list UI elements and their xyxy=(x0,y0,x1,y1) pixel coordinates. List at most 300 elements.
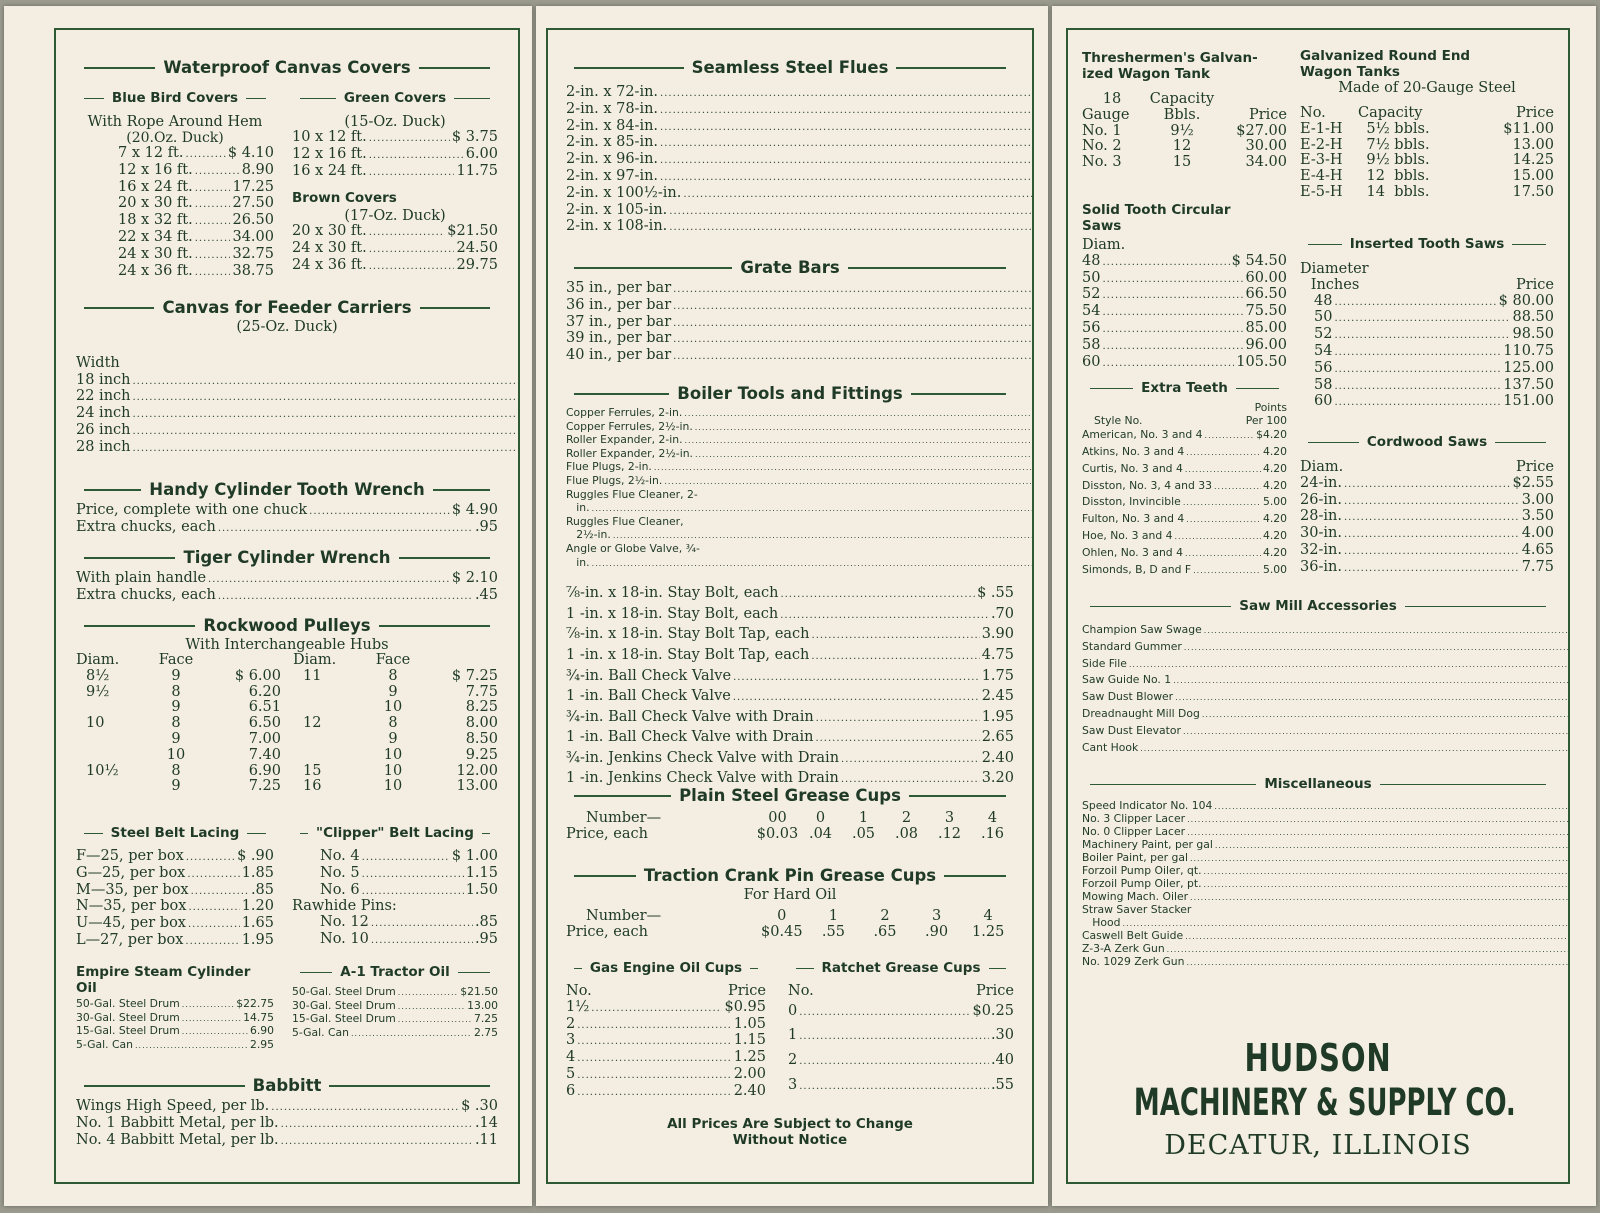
rawhide-label: Rawhide Pins: xyxy=(292,898,397,915)
cell xyxy=(76,748,146,764)
price-row xyxy=(566,605,1014,626)
item-price: 3.20 xyxy=(981,770,1014,787)
subtitle: (17-Oz. Duck) xyxy=(344,208,446,225)
item-label: 30-Gal. Steel Drum xyxy=(292,998,396,1012)
section-title: Miscellaneous xyxy=(1082,776,1554,792)
pulley-row xyxy=(76,716,281,732)
item-price: 4.20 xyxy=(1262,461,1287,475)
item-label: G—25, per box xyxy=(76,864,186,881)
item-price: 4.20 xyxy=(1262,512,1287,526)
price-row xyxy=(292,866,498,883)
cell: 1 xyxy=(858,810,869,826)
item-label: Straw Saver Stacker xyxy=(1082,903,1192,916)
notice-line: All Prices Are Subject to Change xyxy=(667,1116,913,1132)
pulley-row xyxy=(293,732,498,748)
item-price: $ .30 xyxy=(461,1098,498,1114)
item-label: Machinery Paint, per gal xyxy=(1082,838,1213,851)
section-title: Rockwood Pulleys xyxy=(76,616,498,635)
pulley-row xyxy=(293,669,498,685)
item-label: 2-in. x 84-in. xyxy=(566,117,659,134)
item-price: 4.65 xyxy=(1521,541,1554,558)
price-row xyxy=(1300,378,1554,395)
cell xyxy=(293,700,363,716)
handy-wrench xyxy=(76,480,498,537)
price-row xyxy=(566,502,1034,516)
subsection-title: Wagon Tanks xyxy=(1300,64,1400,80)
item-label: 54 xyxy=(1082,303,1101,320)
row-label: Price, each xyxy=(566,923,648,940)
price-row xyxy=(566,646,1014,667)
item-price: $0.25 xyxy=(972,1002,1014,1019)
item-label: 15-Gal. Steel Drum xyxy=(76,1024,180,1038)
cell: $0.03 xyxy=(756,825,799,842)
cell: 9 xyxy=(171,730,181,747)
item-label: With plain handle xyxy=(76,570,207,586)
item-price: .40 xyxy=(990,1051,1014,1068)
pulley-row xyxy=(76,685,281,701)
item-price: 105.50 xyxy=(1236,353,1287,370)
tank-table xyxy=(1300,122,1554,201)
item-price: $ .55 xyxy=(977,585,1014,602)
item-price: 1.95 xyxy=(981,708,1014,725)
item-price: 96.00 xyxy=(1245,336,1287,353)
cell: $ 7.25 xyxy=(451,667,498,684)
cell: 9 xyxy=(388,683,398,700)
item-price: 1.20 xyxy=(241,898,274,915)
cell: 9½ xyxy=(86,683,110,700)
subsection-title: ized Wagon Tank xyxy=(1082,66,1210,82)
cell: No. 3 xyxy=(1082,154,1122,171)
price-row xyxy=(1082,740,1570,757)
price-row xyxy=(566,298,1034,315)
item-label: 56 xyxy=(1082,319,1101,336)
price-row xyxy=(292,258,498,275)
price-row xyxy=(76,440,520,457)
cell: 9.25 xyxy=(465,746,498,763)
price-list xyxy=(566,584,1014,790)
cell: 7.40 xyxy=(248,746,281,763)
item-price: .85 xyxy=(250,881,274,898)
grease-row xyxy=(566,925,1014,941)
price-row xyxy=(76,1116,498,1133)
item-label: 10 x 12 ft. xyxy=(292,129,367,145)
item-price: $ 3.75 xyxy=(451,129,498,145)
item-label: 24-in. xyxy=(1300,474,1342,491)
item-label: 2½-in. xyxy=(566,528,611,542)
tank-row xyxy=(1082,124,1287,140)
boiler-tools xyxy=(566,384,1014,790)
pulley-row xyxy=(293,748,498,764)
price-list xyxy=(566,85,1034,243)
item-label: Hoe, No. 3 and 4 xyxy=(1082,528,1173,542)
price-row xyxy=(1300,327,1554,344)
cell: .90 xyxy=(925,923,949,940)
price-row xyxy=(1082,528,1287,545)
subtitle: Made of 20-Gauge Steel xyxy=(1338,80,1516,96)
price-row xyxy=(76,849,274,866)
left-panel-frame xyxy=(54,28,520,1184)
item-label: 2 xyxy=(788,1051,798,1068)
price-row xyxy=(76,916,274,933)
item-label: Forzoil Pump Oiler, qt. xyxy=(1082,864,1202,877)
price-row xyxy=(76,899,274,916)
item-price: 1.95 xyxy=(241,931,274,948)
pulley-row xyxy=(293,779,498,795)
item-label: 1 xyxy=(788,1027,798,1044)
item-label: Side File xyxy=(1082,656,1127,670)
price-list xyxy=(76,998,274,1052)
item-price: $ 80.00 xyxy=(1498,292,1554,309)
item-label: No. 4 Babbitt Metal, per lb. xyxy=(76,1131,279,1148)
grease-row xyxy=(566,827,1014,843)
item-label: 16 x 24 ft. xyxy=(292,162,367,179)
price-row xyxy=(76,588,498,605)
cell: 12.00 xyxy=(456,762,498,779)
subsection-title: Blue Bird Covers xyxy=(76,90,274,106)
item-price: 4.20 xyxy=(1262,444,1287,458)
item-label: in. xyxy=(566,555,590,569)
item-label: 39 in., per bar xyxy=(566,330,672,347)
item-label: No. 12 xyxy=(320,914,369,931)
price-row xyxy=(566,135,1034,152)
feeder-carriers xyxy=(76,298,498,457)
price-row xyxy=(1082,271,1287,288)
col-header: Diam. xyxy=(293,652,337,668)
item-price: 1.50 xyxy=(465,881,498,898)
cell: E-2-H xyxy=(1300,136,1343,153)
item-price: 6.00 xyxy=(465,145,498,162)
price-list xyxy=(1082,800,1570,969)
price-row xyxy=(566,85,1034,102)
price-row xyxy=(76,146,274,163)
item-price: $21.50 xyxy=(460,985,498,998)
price-row xyxy=(1082,444,1287,461)
price-row xyxy=(292,1000,498,1014)
item-label: Saw Dust Elevator xyxy=(1082,723,1181,737)
section-title: Waterproof Canvas Covers xyxy=(76,58,498,77)
cell: 12 bbls. xyxy=(1366,168,1430,185)
item-price: 1.05 xyxy=(733,1015,766,1032)
cell: .04 xyxy=(808,825,833,842)
price-row xyxy=(566,708,1014,729)
item-label: American, No. 3 and 4 xyxy=(1082,428,1203,442)
item-price: 6.90 xyxy=(249,1024,274,1038)
cell: 1 xyxy=(828,908,838,924)
green-covers xyxy=(292,90,498,275)
pulley-table xyxy=(293,653,498,795)
price-row xyxy=(76,373,520,390)
price-row xyxy=(292,1013,498,1027)
price-row xyxy=(1082,672,1570,689)
cell: 15 xyxy=(303,762,322,779)
cell: E-3-H xyxy=(1300,152,1343,169)
cell: 10 xyxy=(166,746,186,763)
item-label: Flue Plugs, 2½-in. xyxy=(566,473,663,487)
cell: 10 xyxy=(383,699,403,716)
ratchet-grease-cups: Ratchet Grease Cups No. Price 0 ..... $0.25 1 ..... .30 2 ..... .40 3 ..... .55 xyxy=(788,960,1014,1098)
item-label: 22 x 34 ft. xyxy=(118,228,193,245)
middle-panel xyxy=(536,6,1048,1206)
item-label: 28 inch xyxy=(76,438,131,455)
item-label: 2-in. x 100½-in. xyxy=(566,184,682,201)
item-price: .95 xyxy=(474,518,498,535)
item-price: $4.20 xyxy=(1256,428,1287,442)
subsection-title: Ratchet Grease Cups xyxy=(788,960,1014,976)
col-header: Width xyxy=(76,355,120,371)
item-label: Speed Indicator No. 104 xyxy=(1082,799,1213,812)
cell: 12 xyxy=(303,715,322,732)
price-row xyxy=(1082,478,1287,495)
item-price: $ 4.90 xyxy=(451,502,498,518)
cell: E-4-H xyxy=(1300,168,1343,185)
item-label: N—35, per box xyxy=(76,898,187,915)
subsection-title: Inserted Tooth Saws xyxy=(1300,236,1554,252)
pulley-row xyxy=(76,748,281,764)
item-label: 4 xyxy=(566,1049,576,1066)
item-label: No. 1029 Zerk Gun xyxy=(1082,955,1185,968)
price-list xyxy=(1082,427,1287,578)
pulley-row xyxy=(293,700,498,716)
item-price: .11 xyxy=(474,1131,498,1148)
item-price: 4.20 xyxy=(1262,478,1287,492)
price-row xyxy=(1300,509,1554,526)
item-label: 1½ xyxy=(566,998,590,1015)
price-row xyxy=(292,849,498,866)
cell: 8 xyxy=(171,715,181,732)
price-list xyxy=(1082,254,1287,372)
item-label: U—45, per box xyxy=(76,915,186,932)
cell: 3 xyxy=(944,810,955,826)
price-list xyxy=(292,986,498,1040)
cell: $27.00 xyxy=(1236,122,1287,139)
cell: 34.00 xyxy=(1245,154,1287,171)
cell: 10 xyxy=(383,762,403,779)
blue-bird-covers xyxy=(76,90,274,280)
cell: 9 xyxy=(388,730,398,747)
cell: .55 xyxy=(821,923,845,940)
section-title: Saw Mill Accessories xyxy=(1082,598,1554,614)
price-row xyxy=(76,406,520,423)
item-price: 1.15 xyxy=(733,1032,766,1049)
cell: 6.90 xyxy=(248,762,281,779)
price-row xyxy=(1082,639,1570,656)
price-row xyxy=(76,423,520,440)
price-row xyxy=(566,331,1034,348)
item-label: L—27, per box xyxy=(76,931,184,948)
section-title: Grate Bars xyxy=(566,258,1014,277)
item-label: 3 xyxy=(788,1076,798,1093)
tank-row xyxy=(1300,138,1554,154)
item-price: 34.00 xyxy=(232,228,274,245)
cell: .12 xyxy=(937,825,962,842)
price-row xyxy=(1082,562,1287,579)
item-price: $ 54.50 xyxy=(1231,252,1287,269)
item-label: Flue Plugs, 2-in. xyxy=(566,460,652,474)
item-label: 24 x 30 ft. xyxy=(118,245,193,262)
cell: 8.25 xyxy=(465,699,498,716)
price-row xyxy=(1082,956,1570,969)
item-label: 16 x 24 ft. xyxy=(118,178,193,195)
price-row xyxy=(76,1012,274,1026)
item-label: 12 x 16 ft. xyxy=(292,145,367,162)
item-price: $ 4.10 xyxy=(227,145,274,161)
cell: 7.00 xyxy=(248,730,281,747)
gas-engine-oil-cups: Gas Engine Oil Cups No. Price 1½ ..... $0.95 2 ..... 1.05 3 ..... 1.15 4 ..... 1.25 5 ..... 2.00 6 ..... 2.40 xyxy=(566,960,766,1101)
price-row xyxy=(566,728,1014,749)
item-price: 29.75 xyxy=(456,256,498,273)
cell: 2 xyxy=(901,810,912,826)
subtitle: With Interchangeable Hubs xyxy=(185,637,389,653)
price-list xyxy=(76,1099,498,1149)
section-title: Traction Crank Pin Grease Cups xyxy=(566,866,1014,885)
item-label: 50-Gal. Steel Drum xyxy=(76,997,180,1010)
price-list xyxy=(76,571,498,605)
item-label: Curtis, No. 3 and 4 xyxy=(1082,461,1183,475)
cell: 13.00 xyxy=(1512,136,1554,153)
cell: 14 bbls. xyxy=(1366,183,1430,200)
price-row xyxy=(1082,511,1287,528)
item-label: 22 inch xyxy=(76,388,131,405)
price-row xyxy=(1082,321,1287,338)
cell: 10 xyxy=(86,715,105,732)
row-label: Price, each xyxy=(566,825,648,842)
item-label: 20 x 30 ft. xyxy=(118,195,193,212)
cell: 1.25 xyxy=(972,923,1005,940)
price-row xyxy=(76,1099,498,1116)
price-row xyxy=(76,866,274,883)
price-notice xyxy=(566,1116,1014,1148)
item-label: 52 xyxy=(1082,286,1101,303)
price-row xyxy=(566,516,1034,530)
subtitle: With Rope Around Hem xyxy=(87,114,263,130)
item-label: 7 x 12 ft. xyxy=(118,145,184,161)
item-price: $0.95 xyxy=(724,998,766,1015)
cell: 5½ bbls. xyxy=(1366,120,1430,137)
subsection-title: A-1 Tractor Oil xyxy=(292,964,498,980)
price-row xyxy=(566,348,1034,365)
item-price: 38.75 xyxy=(232,262,274,279)
item-price: 2.40 xyxy=(733,1082,766,1099)
cell: 7½ bbls. xyxy=(1366,136,1430,153)
price-list xyxy=(566,407,1034,570)
price-row xyxy=(292,224,498,241)
cell: 4 xyxy=(987,810,998,826)
cell: 17.50 xyxy=(1512,183,1554,200)
item-label: 36-in. xyxy=(1300,558,1342,575)
cell: 10 xyxy=(383,778,403,795)
item-label: 54 xyxy=(1314,342,1333,359)
price-row xyxy=(292,130,498,147)
cell xyxy=(76,779,146,795)
item-label: 1 -in. Ball Check Valve with Drain xyxy=(566,729,814,746)
price-list xyxy=(292,224,498,274)
item-price: 2.40 xyxy=(981,749,1014,766)
subtitle: For Hard Oil xyxy=(743,887,837,903)
item-price: 2.45 xyxy=(981,688,1014,705)
left-panel xyxy=(4,6,532,1206)
item-price: 137.50 xyxy=(1503,376,1554,393)
cell: 6.50 xyxy=(248,715,281,732)
price-row xyxy=(76,503,498,520)
item-price: 98.50 xyxy=(1512,326,1554,343)
item-label: Mowing Mach. Oiler xyxy=(1082,890,1189,903)
cell xyxy=(293,748,363,764)
cell: $ 6.00 xyxy=(234,667,281,684)
price-list xyxy=(76,373,520,457)
price-row xyxy=(566,1017,766,1034)
item-label: 26 inch xyxy=(76,421,131,438)
price-row xyxy=(1082,545,1287,562)
item-price: 27.50 xyxy=(232,195,274,212)
item-label: Z-3-A Zerk Gun xyxy=(1082,942,1165,955)
price-row xyxy=(566,169,1034,186)
pulley-row xyxy=(293,685,498,701)
price-list xyxy=(292,915,498,949)
price-row xyxy=(76,933,274,950)
item-price: 66.50 xyxy=(1245,286,1287,303)
price-row xyxy=(566,152,1034,169)
price-row xyxy=(1082,622,1570,639)
right-panel-frame xyxy=(1066,28,1570,1184)
cell: 9 xyxy=(171,778,181,795)
grease-cup-table xyxy=(566,811,1014,843)
item-label: 60 xyxy=(1314,393,1333,410)
cell: 4 xyxy=(983,908,993,924)
item-label: Disston, Invincible xyxy=(1082,495,1181,509)
item-label: No. 5 xyxy=(320,864,360,881)
cell: 8.50 xyxy=(465,730,498,747)
cell: 8 xyxy=(171,683,181,700)
price-row xyxy=(1082,254,1287,271)
price-row xyxy=(566,489,1034,503)
cell: 9 xyxy=(171,667,181,684)
item-label: No. 3 Clipper Lacer xyxy=(1082,812,1186,825)
price-row xyxy=(566,119,1034,136)
item-label: 58 xyxy=(1314,376,1333,393)
price-list xyxy=(1082,622,1570,756)
item-label: No. 0 Clipper Lacer xyxy=(1082,825,1186,838)
subtitle: (20.Oz. Duck) xyxy=(126,130,224,146)
item-label: Hood xyxy=(1082,916,1121,929)
price-row xyxy=(76,389,520,406)
item-label: Price, complete with one chuck xyxy=(76,502,308,518)
cell xyxy=(293,685,363,701)
cell: 8½ xyxy=(86,667,110,684)
price-row xyxy=(788,1049,1014,1074)
item-price: .85 xyxy=(474,914,498,931)
item-label: ⅞-in. x 18-in. Stay Bolt, each xyxy=(566,585,779,602)
item-price: 7.75 xyxy=(1521,558,1554,575)
item-label: 24 inch xyxy=(76,405,131,422)
cell: 8 xyxy=(171,762,181,779)
item-label: 50-Gal. Steel Drum xyxy=(292,985,396,998)
price-row xyxy=(566,475,1034,489)
cell: $11.00 xyxy=(1503,120,1554,137)
cordwood-saws: Cordwood Saws Diam. Price 24-in. ..... $2.55 26-in. ..... 3.00 28-in. ..... 3.50 30-in. ..... 4.00 32-in. ..... 4.65 36-in. ..... 7.75 xyxy=(1300,434,1554,577)
item-price: 5.00 xyxy=(1262,495,1287,509)
solid-tooth-saws: Solid Tooth Circular Saws Diam. 48 ..... $ 54.50 50 ..... 60.00 52 ..... 66.50 54 ..... 75.50 56 ..... 85.00 58 ..... 96.00 60 ..... 105.50 xyxy=(1082,202,1287,371)
item-label: 1 -in. Jenkins Check Valve with Drain xyxy=(566,770,839,787)
price-list xyxy=(76,146,274,280)
item-label: Copper Ferrules, 2½-in. xyxy=(566,419,693,433)
price-list xyxy=(76,503,498,537)
subsection-title: Saws xyxy=(1082,218,1122,234)
item-price: .70 xyxy=(990,605,1014,622)
pulley-row xyxy=(293,764,498,780)
item-label: 60 xyxy=(1082,353,1101,370)
price-row xyxy=(566,1067,766,1084)
price-row xyxy=(566,543,1034,557)
